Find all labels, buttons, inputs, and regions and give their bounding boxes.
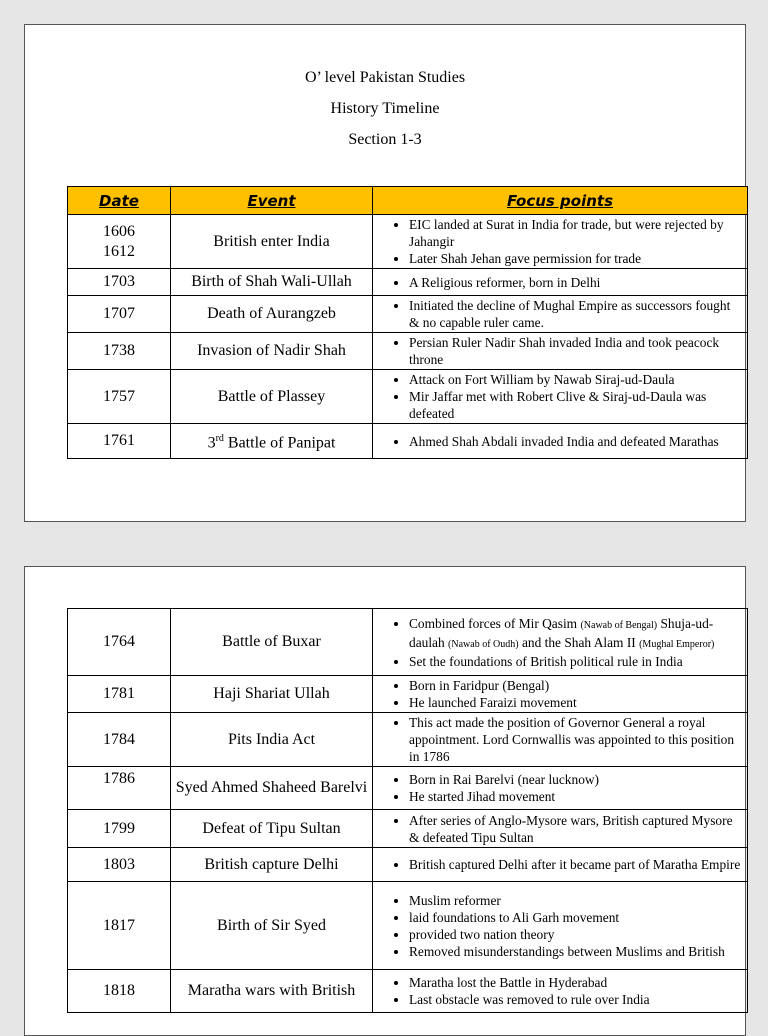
document-title-block [25,69,745,162]
table-row [68,296,748,333]
event-ordinal-suffix: rd [215,432,224,444]
table-row [68,424,748,459]
row-focus-points [373,767,748,810]
row-focus-points [373,269,748,296]
table-header-row [68,187,748,215]
title-line-timeline: History Timeline [330,100,440,117]
event-ordinal-number: 3 [207,434,216,452]
row-focus-points [373,713,748,767]
row-date-start: 1606 [103,222,135,240]
focus-point: • Attack on Fort William by Nawab Siraj-ud-Daula [409,371,741,388]
focus-point: • Last obstacle was removed to rule over India [409,991,741,1008]
focus-point [409,615,741,653]
row-date: 1764 [68,609,171,676]
table-row [68,370,748,424]
table-row [68,269,748,296]
focus-note: (Nawab of Bengal) [580,619,658,631]
row-focus-points [373,333,748,370]
row-focus-points [373,676,748,713]
row-event: Pits India Act [171,713,373,767]
row-date: 1784 [68,713,171,767]
row-focus-points [373,215,748,269]
row-date: 1707 [68,296,171,333]
focus-point: • This act made the position of Governor General a royal appointment. Lord Cornwallis was appointed to this position in 1786 [409,714,741,765]
focus-point: • Later Shah Jehan gave permission for trade [409,250,741,267]
document-page-2 [24,566,746,1036]
table-row [68,882,748,970]
row-event: Syed Ahmed Shaheed Barelvi [171,767,373,810]
row-focus-points [373,882,748,970]
focus-point: • Born in Faridpur (Bengal) [409,677,741,694]
table-row [68,215,748,269]
row-event [171,424,373,459]
header-event: Event [171,187,373,215]
event-text: Battle of Panipat [223,434,336,452]
row-date [68,215,171,269]
focus-note: (Mughal Emperor) [639,638,715,650]
table-row [68,848,748,882]
focus-point: • Mir Jaffar met with Robert Clive & Siraj-ud-Daula was defeated [409,388,741,422]
row-event: Death of Aurangzeb [171,296,373,333]
focus-text: Combined forces of Mir Qasim [409,615,581,631]
focus-point: • laid foundations to Ali Garh movement [409,909,741,926]
focus-point: • After series of Anglo-Mysore wars, British captured Mysore & defeated Tipu Sultan [409,812,741,846]
table-row [68,676,748,713]
row-event: British capture Delhi [171,848,373,882]
table-row [68,713,748,767]
row-date: 1781 [68,676,171,713]
row-date: 1761 [68,424,171,459]
focus-point: • Maratha lost the Battle in Hyderabad [409,974,741,991]
title-line-course: O’ level Pakistan Studies [304,69,466,86]
focus-point: • Initiated the decline of Mughal Empire as successors fought & no capable ruler came. [409,297,741,331]
focus-point: • He started Jihad movement [409,788,741,805]
row-date: 1757 [68,370,171,424]
row-focus-points [373,848,748,882]
focus-point: • He launched Faraizi movement [409,694,741,711]
focus-point: • British captured Delhi after it became part of Maratha Empire [409,856,741,873]
table-row [68,609,748,676]
row-date: 1703 [68,269,171,296]
header-focus-points: Focus points [373,187,748,215]
focus-point: • Born in Rai Barelvi (near lucknow) [409,771,741,788]
row-event: Battle of Buxar [171,609,373,676]
timeline-table-1 [67,186,748,459]
table-row [68,767,748,810]
table-row [68,333,748,370]
focus-note: (Nawab of Oudh) [448,638,519,650]
focus-point: • Set the foundations of British political rule in India [409,653,741,670]
row-date: 1803 [68,848,171,882]
focus-point: • A Religious reformer, born in Delhi [409,274,741,291]
table-row [68,810,748,848]
row-date: 1818 [68,970,171,1013]
focus-point: • provided two nation theory [409,926,741,943]
row-event: Maratha wars with British [171,970,373,1013]
row-date: 1799 [68,810,171,848]
row-date: 1817 [68,882,171,970]
row-focus-points [373,424,748,459]
row-date: 1738 [68,333,171,370]
focus-text: and the Shah Alam II [518,634,640,650]
row-focus-points [373,810,748,848]
row-focus-points [373,370,748,424]
row-event: Birth of Sir Syed [171,882,373,970]
document-page-1 [24,24,746,522]
row-focus-points [373,970,748,1013]
row-event: British enter India [171,215,373,269]
row-event: Haji Shariat Ullah [171,676,373,713]
table-row [68,970,748,1013]
focus-point: • Muslim reformer [409,892,741,909]
row-date-end: 1612 [103,242,135,260]
focus-point: • Ahmed Shah Abdali invaded India and defeated Marathas [409,433,741,450]
focus-point: • EIC landed at Surat in India for trade, but were rejected by Jahangir [409,216,741,250]
row-event: Defeat of Tipu Sultan [171,810,373,848]
timeline-table-2 [67,608,748,1013]
focus-text: Shuja-ud-daulah [409,615,714,650]
row-date: 1786 [68,767,171,810]
row-focus-points [373,296,748,333]
header-date: Date [68,187,171,215]
row-event: Birth of Shah Wali-Ullah [171,269,373,296]
title-line-section: Section 1-3 [348,131,422,148]
focus-point: • Removed misunderstandings between Muslims and British [409,943,741,960]
row-event: Battle of Plassey [171,370,373,424]
row-event: Invasion of Nadir Shah [171,333,373,370]
focus-point: • Persian Ruler Nadir Shah invaded India and took peacock throne [409,334,741,368]
row-focus-points [373,609,748,676]
